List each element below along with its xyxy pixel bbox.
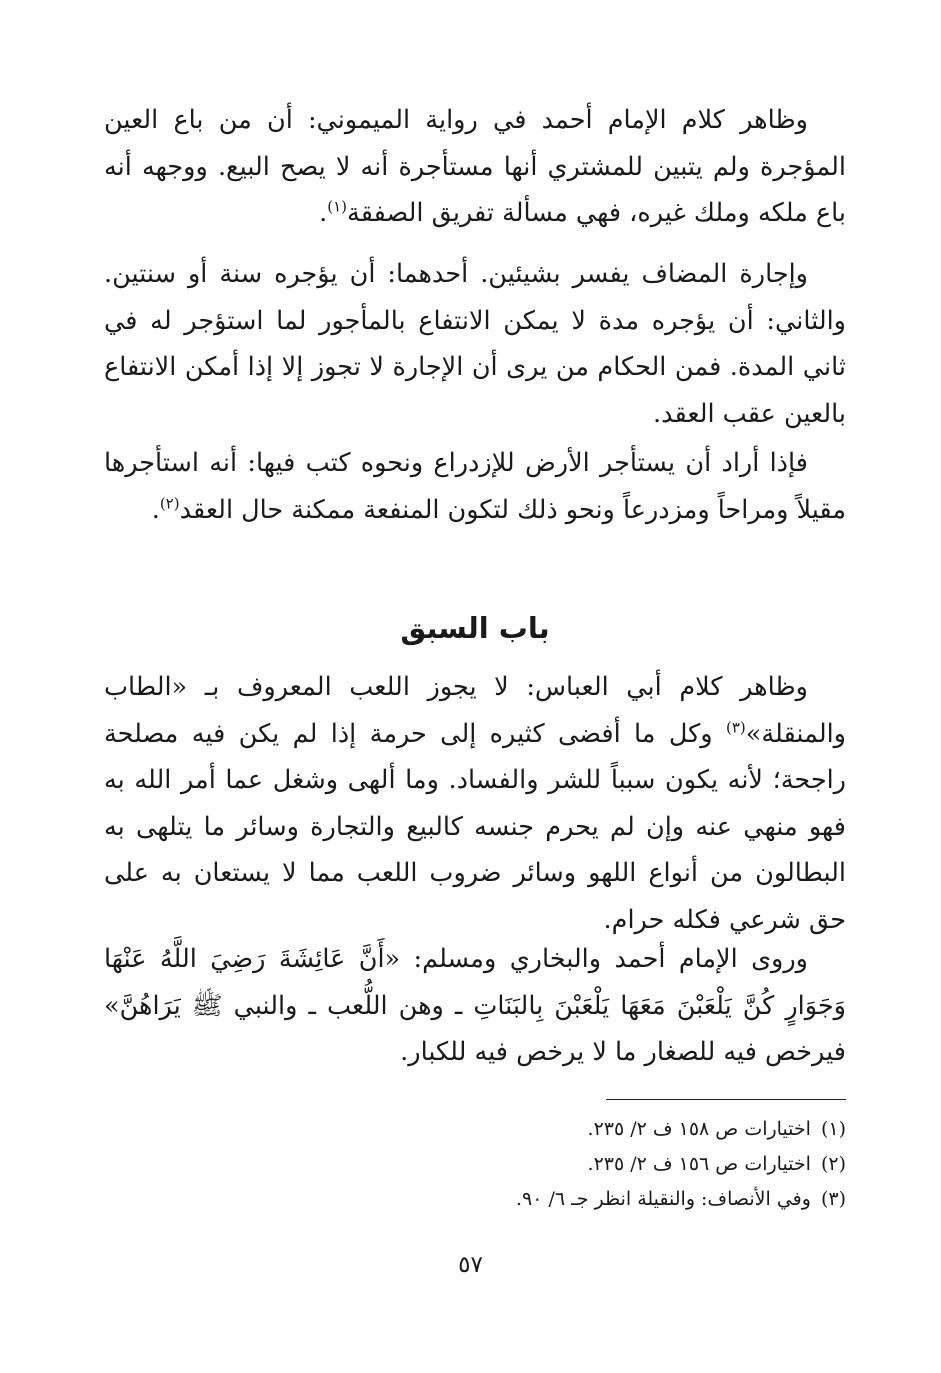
paragraph-text: وظاهر كلام أبي العباس: لا يجوز اللعب المعروف بـ «الطاب والمنقلة» — [104, 672, 846, 749]
section-paragraph-2 — [104, 936, 846, 1076]
footnote-3 — [300, 1182, 846, 1217]
paragraph-3 — [104, 440, 846, 533]
footnote-number: (٣) — [820, 1188, 846, 1210]
paragraph-text-continued: وكل ما أفضى كثيره إلى حرمة إذا لم يكن فيه مصلحة راجحة؛ لأنه يكون سبباً للشر والفساد. وما ألهى وشغل عما أمر الله به فهو منهي عنه وإن لم يحرم جنسه كالبيع والتجارة وسائر ما يتلهى به البطالون من أنواع اللهو وسائر ضروب اللعب مما لا يستعان به على حق شرعي فكله حرام. — [104, 718, 846, 935]
footnote-text: وفي الأنصاف: والنقيلة انظر جـ ٦/ ٩٠. — [515, 1188, 811, 1210]
paragraph-text: وإجارة المضاف يفسر بشيئين. أحدهما: أن يؤجره سنة أو سنتين. والثاني: أن يؤجره مدة لا يمكن الانتفاع بالمأجور لما استؤجر له في ثاني المدة. فمن الحكام من يرى أن الإجارة لا تجوز إلا إذا أمكن الانتفاع بالعين عقب العقد. — [104, 259, 846, 429]
footnote-number: (٢) — [820, 1153, 846, 1175]
footnotes — [300, 1112, 846, 1217]
footnote-ref-3[interactable]: (٣) — [725, 718, 746, 736]
paragraph-tail: . — [319, 198, 328, 228]
footnote-1 — [300, 1112, 846, 1147]
footnote-text: اختيارات ص ١٥٨ ف ٢/ ٢٣٥. — [587, 1118, 811, 1140]
paragraph-1 — [104, 97, 846, 237]
section-title: باب السبق — [400, 611, 550, 645]
paragraph-text: وروى الإمام أحمد والبخاري ومسلم: «أَنَّ عَائِشَةَ رَضِيَ اللَّهُ عَنْهَا وَجَوَارٍ كُنَّ يَلْعَبْنَ مَعَهَا يَلْعَبْنَ بِالبَنَاتِ ـ وهن اللُّعب ـ والنبي ﷺ يَرَاهُنَّ» فيرخص فيه للصغار ما لا يرخص فيه للكبار. — [104, 944, 846, 1067]
paragraph-text: فإذا أراد أن يستأجر الأرض للإزدراع ونحوه كتب فيها: أنه استأجرها مقيلاً ومراحاً ومزدرعاً ونحو ذلك لتكون المنفعة ممكنة حال العقد — [104, 448, 846, 525]
footnote-2 — [300, 1147, 846, 1182]
paragraph-tail: . — [151, 494, 160, 525]
paragraph-text: وظاهر كلام الإمام أحمد في رواية الميموني: أن من باع العين المؤجرة ولم يتبين للمشتري أنها مستأجرة أنه لا يصح البيع. ووجهه أنه باع ملكه وملك غيره، فهي مسألة تفريق الصفقة — [104, 105, 846, 228]
section-paragraph-1 — [104, 664, 846, 943]
footnote-text: اختيارات ص ١٥٦ ف ٢/ ٢٣٥. — [587, 1153, 811, 1175]
footnote-divider — [606, 1099, 846, 1100]
page-number: ٥٧ — [458, 1252, 483, 1278]
footnote-ref-1[interactable]: (١) — [327, 197, 348, 216]
paragraph-2 — [104, 251, 846, 437]
footnote-ref-2[interactable]: (٢) — [159, 494, 180, 512]
footnote-number: (١) — [820, 1118, 846, 1140]
